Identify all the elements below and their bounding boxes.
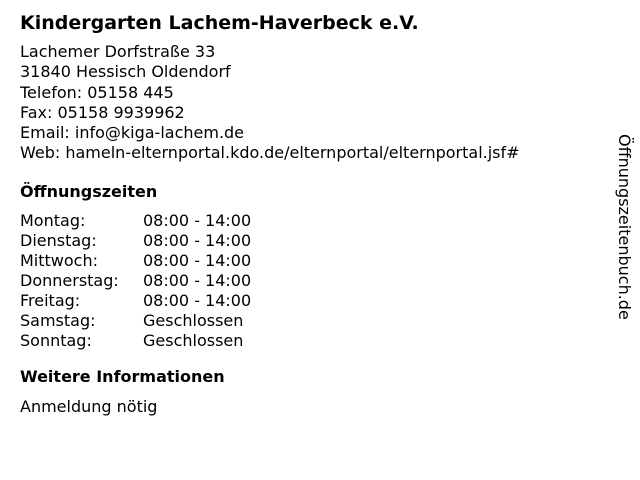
side-branding xyxy=(612,134,634,364)
hours-row-saturday xyxy=(20,311,610,331)
further-info-heading: Weitere Informationen xyxy=(20,366,225,386)
day-hours: 08:00 - 14:00 xyxy=(143,210,252,230)
opening-hours-table xyxy=(20,211,610,351)
hours-row-thursday xyxy=(20,271,610,291)
further-info-text: Anmeldung nötig xyxy=(20,396,158,416)
day-label: Donnerstag: xyxy=(20,270,119,290)
day-hours: Geschlossen xyxy=(143,330,244,350)
business-name: Kindergarten Lachem-Haverbeck e.V. xyxy=(20,12,419,34)
day-label: Sonntag: xyxy=(20,330,92,350)
hours-row-friday xyxy=(20,291,610,311)
day-label: Montag: xyxy=(20,210,86,230)
day-hours: 08:00 - 14:00 xyxy=(143,290,252,310)
opening-hours-heading: Öffnungszeiten xyxy=(20,181,158,201)
day-label: Samstag: xyxy=(20,310,96,330)
site-name-vertical: Öffnungszeitenbuch.de xyxy=(615,134,634,320)
day-hours: 08:00 - 14:00 xyxy=(143,270,252,290)
phone-number: Telefon: 05158 445 xyxy=(20,82,174,102)
day-label: Mittwoch: xyxy=(20,250,98,270)
day-hours: Geschlossen xyxy=(143,310,244,330)
street-address: Lachemer Dorfstraße 33 xyxy=(20,42,216,61)
day-label: Dienstag: xyxy=(20,230,97,250)
hours-row-tuesday xyxy=(20,231,610,251)
hours-row-sunday xyxy=(20,331,610,351)
hours-row-wednesday xyxy=(20,251,610,271)
city-address: 31840 Hessisch Oldendorf xyxy=(20,62,231,82)
website-url: Web: hameln-elternportal.kdo.de/elternportal/elternportal.jsf# xyxy=(20,143,520,163)
email-address: Email: info@kiga-lachem.de xyxy=(20,123,245,143)
day-hours: 08:00 - 14:00 xyxy=(143,230,252,250)
business-card xyxy=(20,10,610,417)
contact-block xyxy=(20,42,610,164)
fax-number: Fax: 05158 9939962 xyxy=(20,102,185,122)
day-hours: 08:00 - 14:00 xyxy=(143,250,252,270)
hours-row-monday xyxy=(20,211,610,231)
day-label: Freitag: xyxy=(20,290,81,310)
